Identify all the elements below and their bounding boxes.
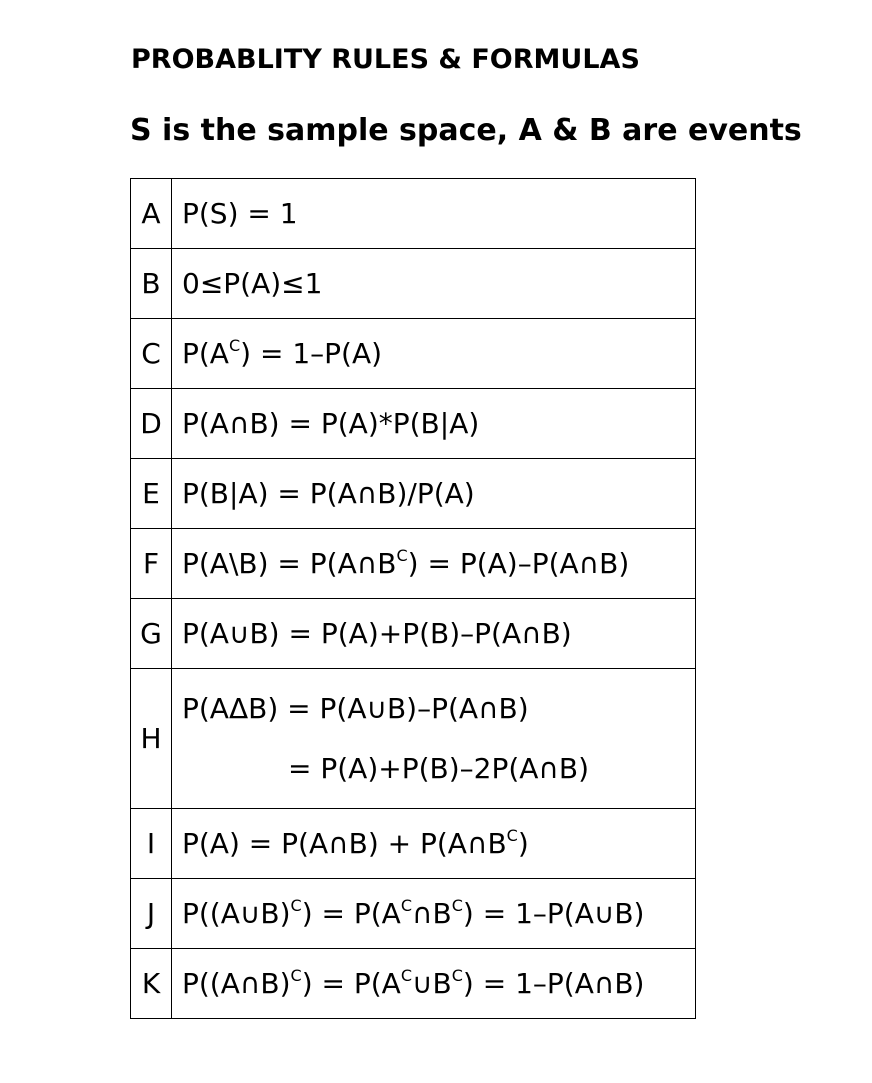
rule-letter: A [131,179,172,249]
formula-part: ) = P(A)–P(A∩B) [407,547,630,580]
rule-formula [172,669,696,809]
complement-superscript: C [400,966,413,985]
rules-table [130,178,696,1019]
rule-letter: B [131,249,172,319]
complement-superscript: C [400,896,413,915]
rule-row-e [131,459,696,529]
complement-superscript: C [506,826,518,845]
rule-formula [172,879,696,949]
formula-part: ) = 1–P(A) [240,337,383,370]
formula-part: ∩B [412,897,452,930]
formula-part: ) [517,827,529,860]
complement-superscript: C [396,546,408,565]
complement-superscript: C [451,966,463,985]
formula-part: ) = P(A [301,967,401,1000]
rule-row-d [131,389,696,459]
rule-formula: P(S) = 1 [172,179,696,249]
complement-superscript: C [290,966,302,985]
rule-letter: D [131,389,172,459]
rule-row-f [131,529,696,599]
complement-superscript: C [451,896,463,915]
rule-letter: F [131,529,172,599]
formula-line-2: = P(A)+P(B)–2P(A∩B) [288,751,590,785]
rule-row-h [131,669,696,809]
rule-row-c [131,319,696,389]
rule-letter: E [131,459,172,529]
rule-row-j [131,879,696,949]
rule-letter: J [131,879,172,949]
rule-row-a [131,179,696,249]
rule-row-k [131,949,696,1019]
formula-part: P((A∪B) [182,897,291,930]
rule-letter: C [131,319,172,389]
rule-formula: 0≤P(A)≤1 [172,249,696,319]
rule-formula [172,529,696,599]
page-title: PROBABLITY RULES & FORMULAS [131,44,640,75]
rule-formula [172,809,696,879]
rule-formula [172,319,696,389]
rule-letter: K [131,949,172,1019]
rule-formula: P(B|A) = P(A∩B)/P(A) [172,459,696,529]
formula-part: ) = 1–P(A∪B) [462,897,645,930]
rule-formula: P(A∪B) = P(A)+P(B)–P(A∩B) [172,599,696,669]
rule-letter: G [131,599,172,669]
formula-part: ) = 1–P(A∩B) [462,967,645,1000]
rule-row-b [131,249,696,319]
formula-line-1: P(AΔB) = P(A∪B)–P(A∩B) [182,691,529,725]
formula-part: P(A [182,337,229,370]
rule-row-g [131,599,696,669]
rule-row-i [131,809,696,879]
page-subtitle: S is the sample space, A & B are events [130,113,802,148]
complement-superscript: C [290,896,302,915]
rule-formula [172,949,696,1019]
formula-part: P(A) = P(A∩B) + P(A∩B [182,827,507,860]
rule-letter: I [131,809,172,879]
formula-part: P((A∩B) [182,967,291,1000]
formula-part: ) = P(A [301,897,401,930]
formula-part: P(A\B) = P(A∩B [182,547,397,580]
complement-superscript: C [228,336,241,355]
formula-part: ∪B [412,967,452,1000]
rule-formula: P(A∩B) = P(A)*P(B|A) [172,389,696,459]
rule-letter: H [131,669,172,809]
